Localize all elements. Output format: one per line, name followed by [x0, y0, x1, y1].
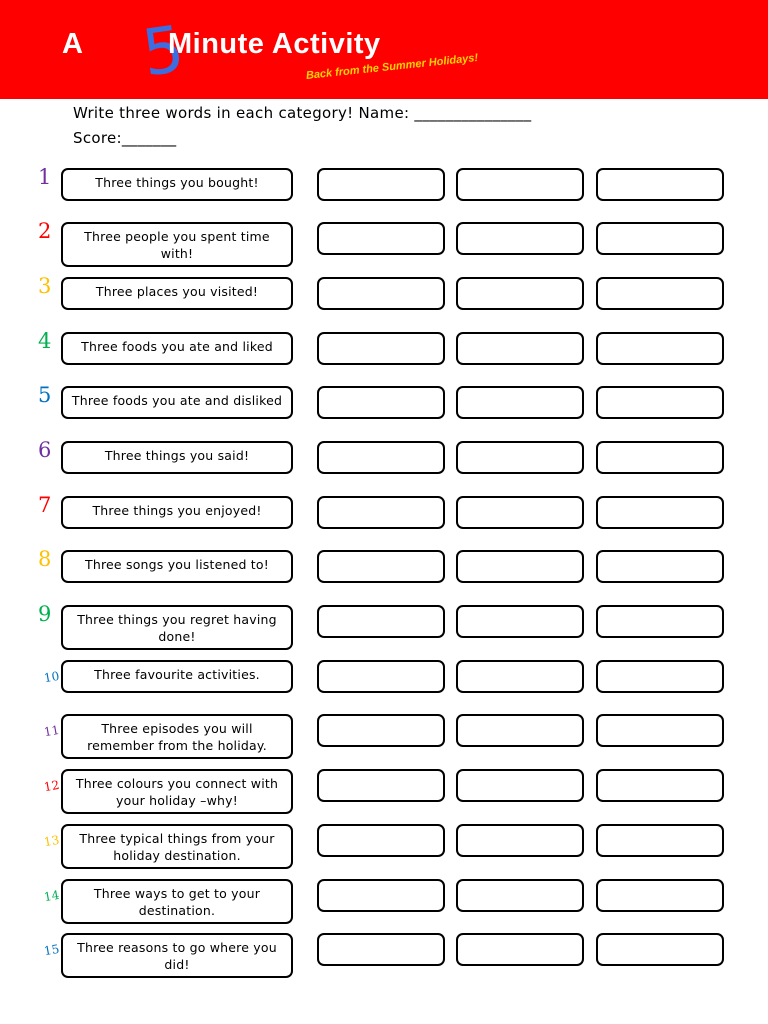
answer-box-1[interactable] — [317, 222, 445, 255]
category-label: Three places you visited! — [61, 277, 293, 310]
category-label: Three things you bought! — [61, 168, 293, 201]
category-label: Three foods you ate and disliked — [61, 386, 293, 419]
category-row — [0, 493, 768, 546]
answer-box-2[interactable] — [456, 277, 584, 310]
answer-box-1[interactable] — [317, 769, 445, 802]
answer-box-3[interactable] — [596, 496, 724, 529]
answer-box-1[interactable] — [317, 386, 445, 419]
row-number: 8 — [38, 547, 52, 571]
category-row — [0, 824, 768, 874]
row-number: 2 — [38, 219, 52, 243]
category-label: Three songs you listened to! — [61, 550, 293, 583]
answer-box-3[interactable] — [596, 168, 724, 201]
category-row — [0, 383, 768, 436]
category-label: Three things you regret having done! — [61, 605, 293, 650]
category-row — [0, 879, 768, 929]
answer-box-3[interactable] — [596, 879, 724, 912]
answer-box-2[interactable] — [456, 660, 584, 693]
row-number: 6 — [38, 438, 52, 462]
row-number: 12 — [42, 777, 61, 795]
answer-box-3[interactable] — [596, 933, 724, 966]
title-number-five: 5 — [138, 12, 189, 92]
instructions-name-line: Write three words in each category! Name: _______________ — [73, 104, 532, 122]
category-row — [0, 660, 768, 710]
answer-box-3[interactable] — [596, 441, 724, 474]
category-label: Three things you said! — [61, 441, 293, 474]
answer-box-1[interactable] — [317, 824, 445, 857]
category-label: Three ways to get to your destination. — [61, 879, 293, 924]
row-number: 10 — [42, 668, 61, 686]
category-row — [0, 438, 768, 491]
answer-box-2[interactable] — [456, 550, 584, 583]
row-number: 4 — [38, 329, 52, 353]
answer-box-1[interactable] — [317, 605, 445, 638]
answer-box-3[interactable] — [596, 222, 724, 255]
answer-box-2[interactable] — [456, 933, 584, 966]
row-number: 11 — [42, 722, 61, 740]
row-number: 15 — [42, 941, 61, 959]
row-number: 13 — [42, 832, 61, 850]
category-label: Three colours you connect with your holiday –why! — [61, 769, 293, 814]
category-label: Three favourite activities. — [61, 660, 293, 693]
answer-box-1[interactable] — [317, 332, 445, 365]
answer-box-3[interactable] — [596, 660, 724, 693]
category-row — [0, 329, 768, 382]
answer-box-1[interactable] — [317, 714, 445, 747]
answer-box-2[interactable] — [456, 222, 584, 255]
answer-box-2[interactable] — [456, 769, 584, 802]
category-row — [0, 274, 768, 327]
answer-box-2[interactable] — [456, 605, 584, 638]
answer-box-2[interactable] — [456, 386, 584, 419]
answer-box-2[interactable] — [456, 168, 584, 201]
subtitle: Back from the Summer Holidays! — [305, 51, 479, 82]
category-row — [0, 933, 768, 983]
score-line: Score:_______ — [73, 129, 177, 147]
answer-box-3[interactable] — [596, 824, 724, 857]
answer-box-2[interactable] — [456, 824, 584, 857]
answer-box-2[interactable] — [456, 332, 584, 365]
title-letter-a: A — [62, 28, 83, 60]
answer-box-3[interactable] — [596, 277, 724, 310]
answer-box-1[interactable] — [317, 660, 445, 693]
category-label: Three episodes you will remember from the holiday. — [61, 714, 293, 759]
row-number: 3 — [38, 274, 52, 298]
category-row — [0, 219, 768, 272]
answer-box-1[interactable] — [317, 496, 445, 529]
answer-box-2[interactable] — [456, 441, 584, 474]
answer-box-1[interactable] — [317, 879, 445, 912]
page-title: Minute Activity — [168, 28, 381, 60]
category-row — [0, 769, 768, 819]
answer-box-3[interactable] — [596, 550, 724, 583]
answer-box-3[interactable] — [596, 605, 724, 638]
answer-box-1[interactable] — [317, 550, 445, 583]
title-banner — [0, 0, 768, 99]
category-label: Three typical things from your holiday destination. — [61, 824, 293, 869]
category-row — [0, 547, 768, 600]
answer-box-1[interactable] — [317, 441, 445, 474]
category-label: Three things you enjoyed! — [61, 496, 293, 529]
answer-box-3[interactable] — [596, 714, 724, 747]
category-label: Three reasons to go where you did! — [61, 933, 293, 978]
answer-box-2[interactable] — [456, 879, 584, 912]
category-label: Three people you spent time with! — [61, 222, 293, 267]
answer-box-1[interactable] — [317, 168, 445, 201]
row-number: 7 — [38, 493, 52, 517]
answer-box-2[interactable] — [456, 714, 584, 747]
answer-box-1[interactable] — [317, 933, 445, 966]
category-row — [0, 714, 768, 764]
category-row — [0, 602, 768, 655]
answer-box-3[interactable] — [596, 332, 724, 365]
row-number: 14 — [42, 887, 61, 905]
answer-box-1[interactable] — [317, 277, 445, 310]
row-number: 9 — [38, 602, 52, 626]
row-number: 1 — [38, 165, 52, 189]
answer-box-3[interactable] — [596, 769, 724, 802]
row-number: 5 — [38, 383, 52, 407]
answer-box-2[interactable] — [456, 496, 584, 529]
category-row — [0, 165, 768, 218]
category-label: Three foods you ate and liked — [61, 332, 293, 365]
answer-box-3[interactable] — [596, 386, 724, 419]
